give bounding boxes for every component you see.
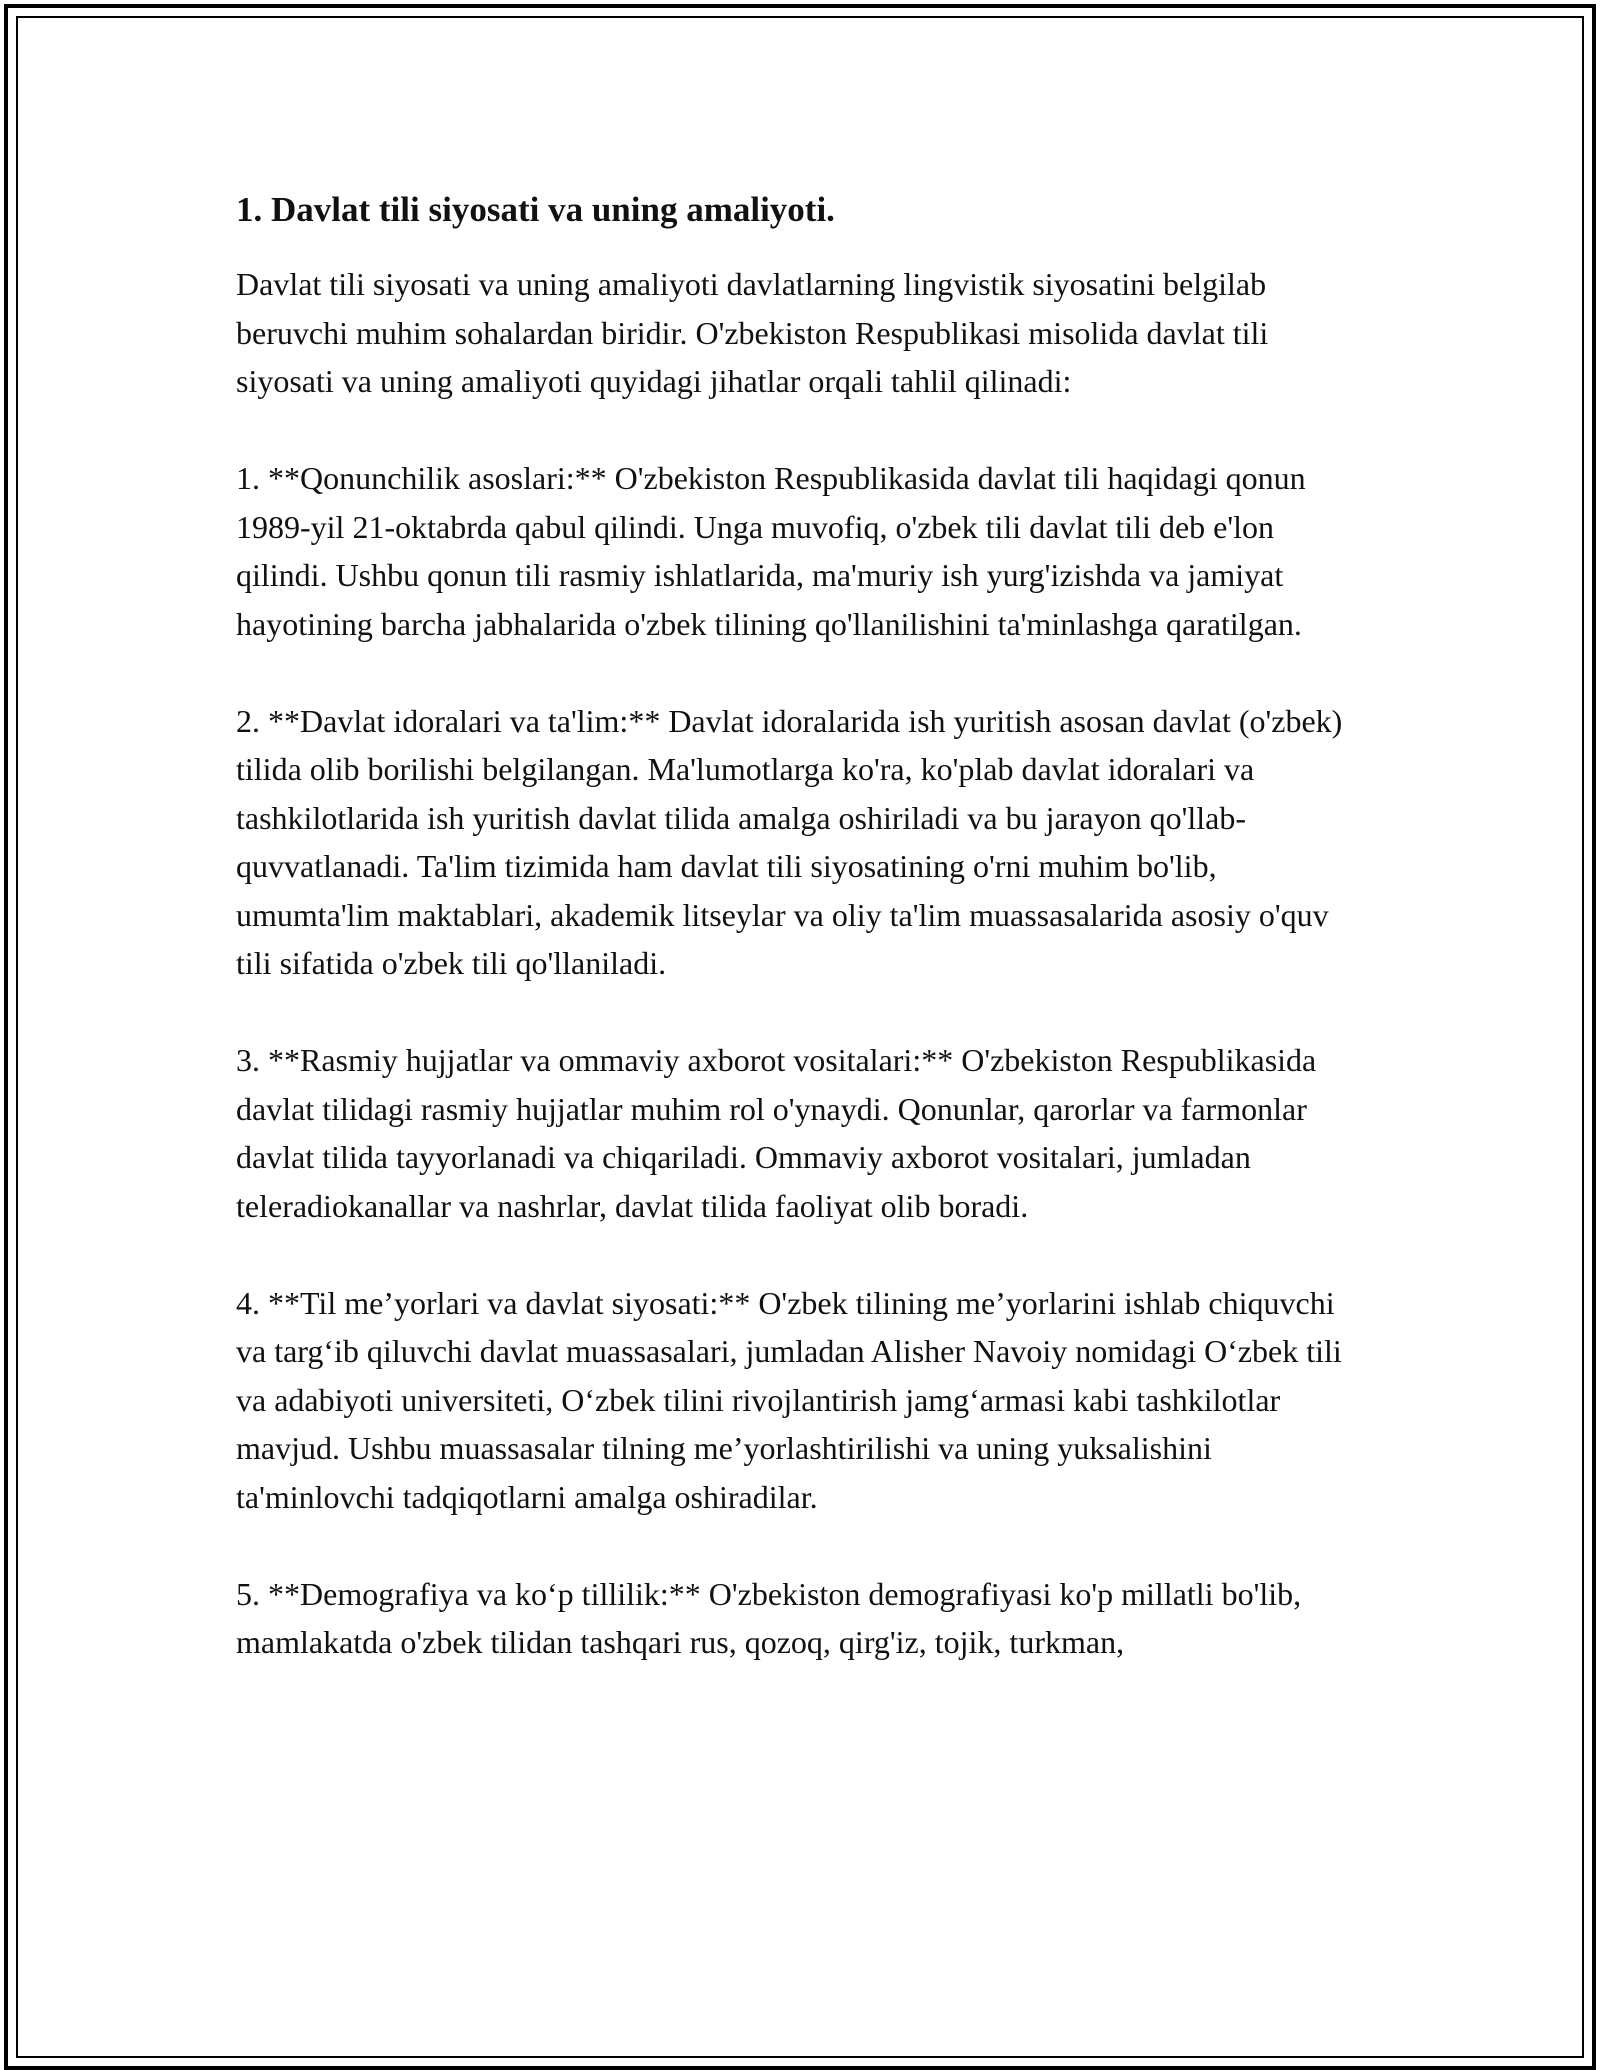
document-body (236, 186, 1366, 1715)
paragraph-state-bodies-education: 2. **Davlat idoralari va ta'lim:** Davlat idoralarida ish yuritish asosan davlat (o'zbek) tilida olib borilishi belgilangan. Ma'lumotlarga ko'ra, ko'plab davlat idoralari va tashkilotlarida ish yuritish davlat tilida amalga oshiriladi va bu jarayon qo'llab-quvvatlanadi. Ta'lim tizimida ham davlat tili siyosatining o'rni muhim bo'lib, umumta'lim maktablari, akademik litseylar va oliy ta'lim muassasalarida asosiy o'quv tili sifatida o'zbek tili qo'llaniladi. (236, 702, 1343, 981)
paragraph-demography: 5. **Demografiya va ko‘p tillilik:** O'zbekiston demografiyasi ko'p millatli bo'lib, mamlakatda o'zbek tilidan tashqari rus, qozoq, qirg'iz, tojik, turkman, (236, 1575, 1302, 1660)
intro-paragraph: Davlat tili siyosati va uning amaliyoti davlatlarning lingvistik siyosatini belgilab beruvchi muhim sohalardan biridir. O'zbekiston Respublikasi misolida davlat tili siyosati va uning amaliyoti quyidagi jihatlar orqali tahlil qilinadi: (236, 266, 1269, 399)
section-heading: 1. Davlat tili siyosati va uning amaliyoti. (236, 190, 835, 229)
paragraph-official-documents-media: 3. **Rasmiy hujjatlar va ommaviy axborot vositalari:** O'zbekiston Respublikasida davlat tilidagi rasmiy hujjatlar muhim rol o'ynaydi. Qonunlar, qarorlar va farmonlar davlat tilida tayyorlanadi va chiqariladi. Ommaviy axborot vositalari, jumladan teleradiokanallar va nashrlar, davlat tilida faoliyat olib boradi. (236, 1042, 1317, 1224)
paragraph-legal-basis: 1. **Qonunchilik asoslari:** O'zbekiston Respublikasida davlat tili haqidagi qonun 1989-yil 21-oktabrda qabul qilindi. Unga muvofiq, o'zbek tili davlat tili deb e'lon qilindi. Ushbu qonun tili rasmiy ishlatlarida, ma'muriy ish yurg'izishda va jamiyat hayotining barcha jabhalarida o'zbek tilining qo'llanilishini ta'minlashga qaratilgan. (236, 460, 1306, 642)
paragraph-language-norms: 4. **Til me’yorlari va davlat siyosati:** O'zbek tilining me’yorlarini ishlab chiquvchi va targ‘ib qiluvchi davlat muassasalari, jumladan Alisher Navoiy nomidagi O‘zbek tili va adabiyoti universiteti, O‘zbek tilini rivojlantirish jamg‘armasi kabi tashkilotlar mavjud. Ushbu muassasalar tilning me’yorlashtirilishi va uning yuksalishini ta'minlovchi tadqiqotlarni amalga oshiradilar. (236, 1284, 1342, 1515)
